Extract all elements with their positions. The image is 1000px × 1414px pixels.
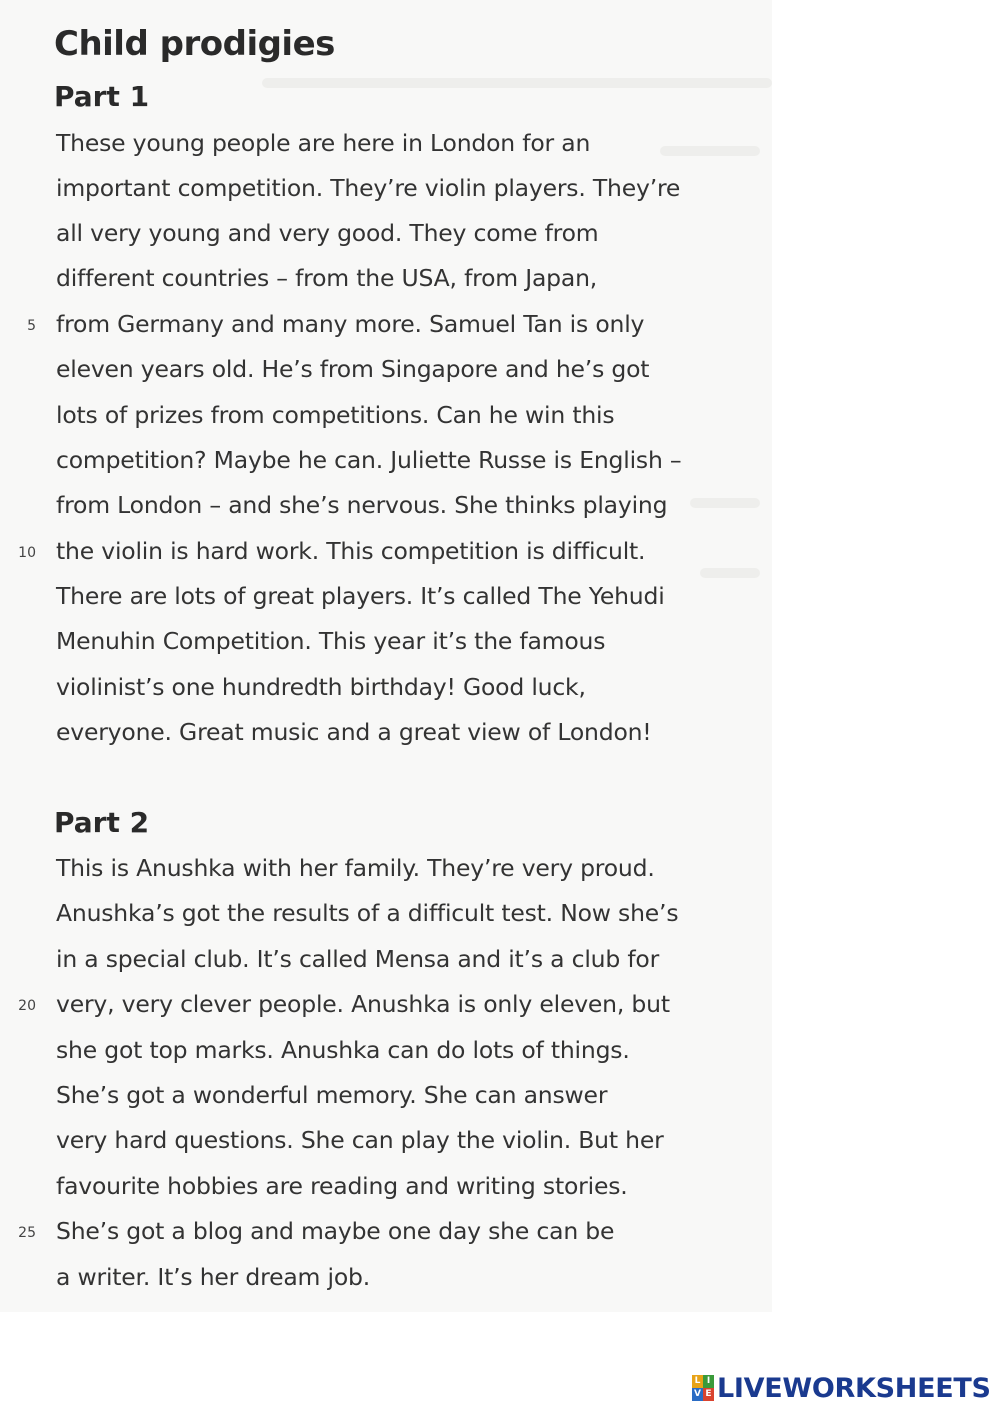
logo-tile: E — [703, 1388, 714, 1401]
bleed-through-mark — [690, 498, 760, 508]
text-line: a writer. It’s her dream job. — [56, 1263, 370, 1291]
text-line: from London – and she’s nervous. She thinks playing — [56, 491, 668, 519]
line-number: 5 — [27, 318, 36, 334]
logo-tile: I — [703, 1375, 714, 1388]
text-line: These young people are here in London for an — [56, 129, 591, 157]
line-number: 20 — [18, 998, 36, 1014]
text-line: the violin is hard work. This competition is difficult. — [56, 537, 646, 565]
text-line: all very young and very good. They come from — [56, 219, 599, 247]
text-line: There are lots of great players. It’s called The Yehudi — [56, 582, 665, 610]
text-line: everyone. Great music and a great view of London! — [56, 718, 652, 746]
brand-name: LIVEWORKSHEETS — [717, 1372, 991, 1404]
text-line: very hard questions. She can play the violin. But her — [56, 1126, 664, 1154]
text-line: important competition. They’re violin players. They’re — [56, 174, 681, 202]
text-line: lots of prizes from competitions. Can he win this — [56, 401, 615, 429]
line-number: 10 — [18, 545, 36, 561]
text-line: she got top marks. Anushka can do lots of things. — [56, 1036, 630, 1064]
text-line: Menuhin Competition. This year it’s the famous — [56, 627, 606, 655]
text-line: eleven years old. He’s from Singapore and he’s got — [56, 355, 650, 383]
bleed-through-mark — [700, 568, 760, 578]
text-line: Anushka’s got the results of a difficult test. Now she’s — [56, 899, 679, 927]
page-title: Child prodigies — [54, 24, 335, 64]
text-line: very, very clever people. Anushka is only eleven, but — [56, 990, 670, 1018]
text-line: violinist’s one hundredth birthday! Good luck, — [56, 673, 586, 701]
text-line: She’s got a wonderful memory. She can answer — [56, 1081, 608, 1109]
text-line: competition? Maybe he can. Juliette Russe is English – — [56, 446, 682, 474]
page-margin — [772, 0, 1000, 1312]
logo-tile: L — [692, 1375, 703, 1388]
text-line: favourite hobbies are reading and writing stories. — [56, 1172, 628, 1200]
text-line: She’s got a blog and maybe one day she can be — [56, 1217, 615, 1245]
bleed-through-mark — [262, 78, 772, 88]
bleed-through-mark — [660, 146, 760, 156]
part-1-heading: Part 1 — [54, 80, 150, 113]
logo-tile: V — [692, 1388, 703, 1401]
text-line: from Germany and many more. Samuel Tan is only — [56, 310, 645, 338]
liveworksheets-brand — [692, 1370, 991, 1406]
text-line: This is Anushka with her family. They’re very proud. — [56, 854, 655, 882]
text-line: in a special club. It’s called Mensa and it’s a club for — [56, 945, 660, 973]
line-number: 25 — [18, 1225, 36, 1241]
text-line: different countries – from the USA, from Japan, — [56, 264, 598, 292]
part-2-heading: Part 2 — [54, 806, 150, 839]
liveworksheets-logo-icon — [692, 1375, 714, 1401]
